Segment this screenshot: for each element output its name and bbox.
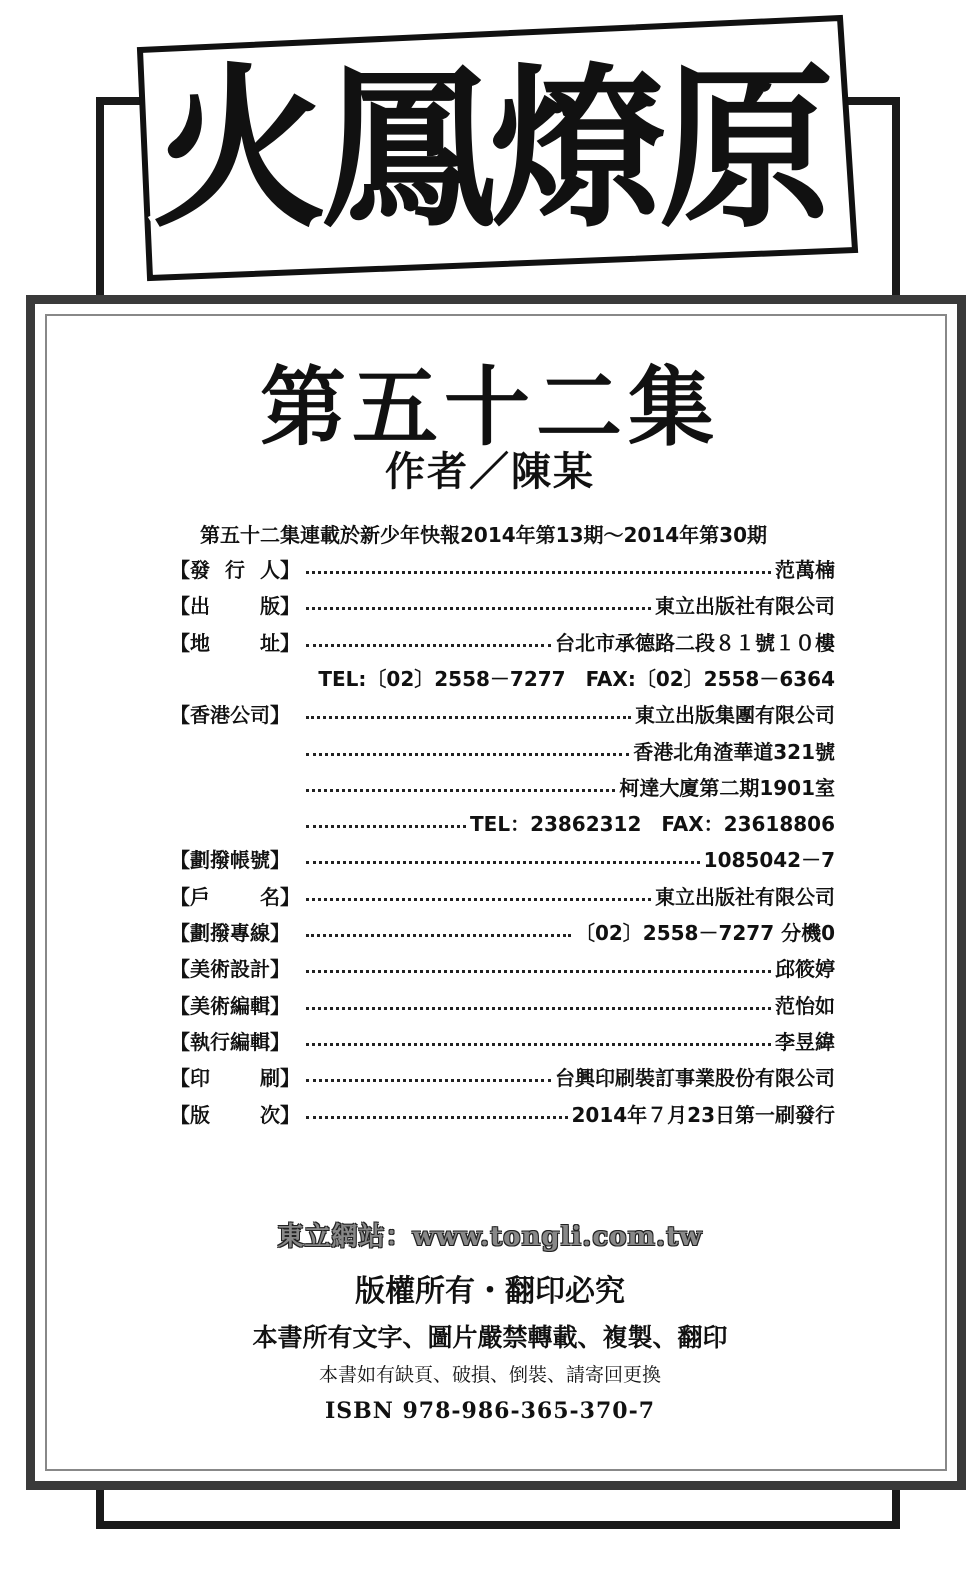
credit-value: 2014年７月23日第一刷發行	[571, 1102, 835, 1127]
leader-dots	[306, 1079, 551, 1082]
leader-dots	[306, 970, 771, 973]
serialization-note: 第五十二集連載於新少年快報2014年第13期～2014年第30期	[200, 523, 767, 547]
credit-row	[170, 805, 835, 839]
author-line: 作者／陳某	[385, 449, 595, 495]
credit-row	[170, 841, 835, 875]
series-title: 火鳳燎原	[152, 49, 828, 252]
reproduction-notice: 本書所有文字、圖片嚴禁轉載、複製、翻印	[252, 1323, 728, 1352]
credit-label: 【發 行 人】	[170, 557, 300, 582]
credit-row	[170, 551, 835, 585]
credit-row	[170, 696, 835, 730]
credit-value: 東立出版社有限公司	[655, 884, 835, 909]
credit-value: 香港北角渣華道321號	[633, 739, 835, 764]
credit-value: 李昱緯	[775, 1029, 835, 1054]
credit-value: 邱筱婷	[775, 956, 835, 981]
credit-value: 1085042－7	[703, 847, 835, 872]
leader-dots	[306, 1007, 771, 1010]
leader-dots	[306, 934, 571, 937]
leader-dots	[306, 1116, 568, 1119]
credit-value: 范怡如	[775, 993, 835, 1018]
website-banner: 東立網站：www.tongli.com.tw	[277, 1222, 703, 1252]
credit-label: 【出 版】	[170, 593, 300, 618]
credit-value: 范萬楠	[775, 557, 835, 582]
leader-dots	[306, 898, 651, 901]
leader-dots	[306, 607, 651, 610]
leader-dots	[306, 644, 551, 647]
credit-row	[170, 1059, 835, 1093]
credit-label: 【香港公司】	[170, 702, 290, 727]
credit-row	[170, 1096, 835, 1130]
credit-label: 【地 址】	[170, 630, 300, 655]
isbn: ISBN 978-986-365-370-7	[324, 1398, 656, 1424]
leader-dots	[306, 753, 629, 756]
credit-row	[170, 733, 835, 767]
credit-label: 【執行編輯】	[170, 1029, 290, 1054]
credit-value: 〔02〕2558－7277 分機0	[574, 920, 835, 945]
credit-value: TEL：23862312 FAX：23618806	[470, 811, 835, 836]
credit-value: 柯達大廈第二期1901室	[619, 775, 835, 800]
credit-row	[170, 950, 835, 984]
leader-dots	[306, 825, 466, 828]
leader-dots	[306, 1043, 771, 1046]
credit-value: 東立出版集團有限公司	[635, 702, 835, 727]
credit-row	[170, 878, 835, 912]
credit-label: 【劃撥專線】	[170, 920, 290, 945]
series-title-logo	[120, 10, 860, 290]
credit-value: 台北市承德路二段８１號１０樓	[555, 630, 835, 655]
credit-row	[170, 914, 835, 948]
credit-label: 【美術編輯】	[170, 993, 290, 1018]
credit-row	[170, 769, 835, 803]
credit-value: 台興印刷裝訂事業股份有限公司	[555, 1065, 835, 1090]
credit-label: 【劃撥帳號】	[170, 847, 290, 872]
contact-numbers: TEL:〔02〕2558－7277 FAX:〔02〕2558－6364	[318, 666, 835, 691]
credit-label: 【戶 名】	[170, 884, 300, 909]
credit-row	[170, 1023, 835, 1057]
credit-row	[170, 987, 835, 1021]
leader-dots	[306, 716, 631, 719]
copyright-notice: 版權所有・翻印必究	[355, 1274, 625, 1309]
credit-value: 東立出版社有限公司	[655, 593, 835, 618]
credit-row	[170, 587, 835, 621]
credit-label: 【美術設計】	[170, 956, 290, 981]
defect-notice: 本書如有缺頁、破損、倒裝、請寄回更換	[318, 1364, 661, 1386]
credit-label: 【版 次】	[170, 1102, 300, 1127]
leader-dots	[306, 789, 615, 792]
leader-dots	[306, 571, 771, 574]
volume-number: 第五十二集	[260, 357, 720, 458]
credit-label: 【印 刷】	[170, 1065, 300, 1090]
leader-dots	[306, 861, 700, 864]
credit-row	[170, 624, 835, 658]
